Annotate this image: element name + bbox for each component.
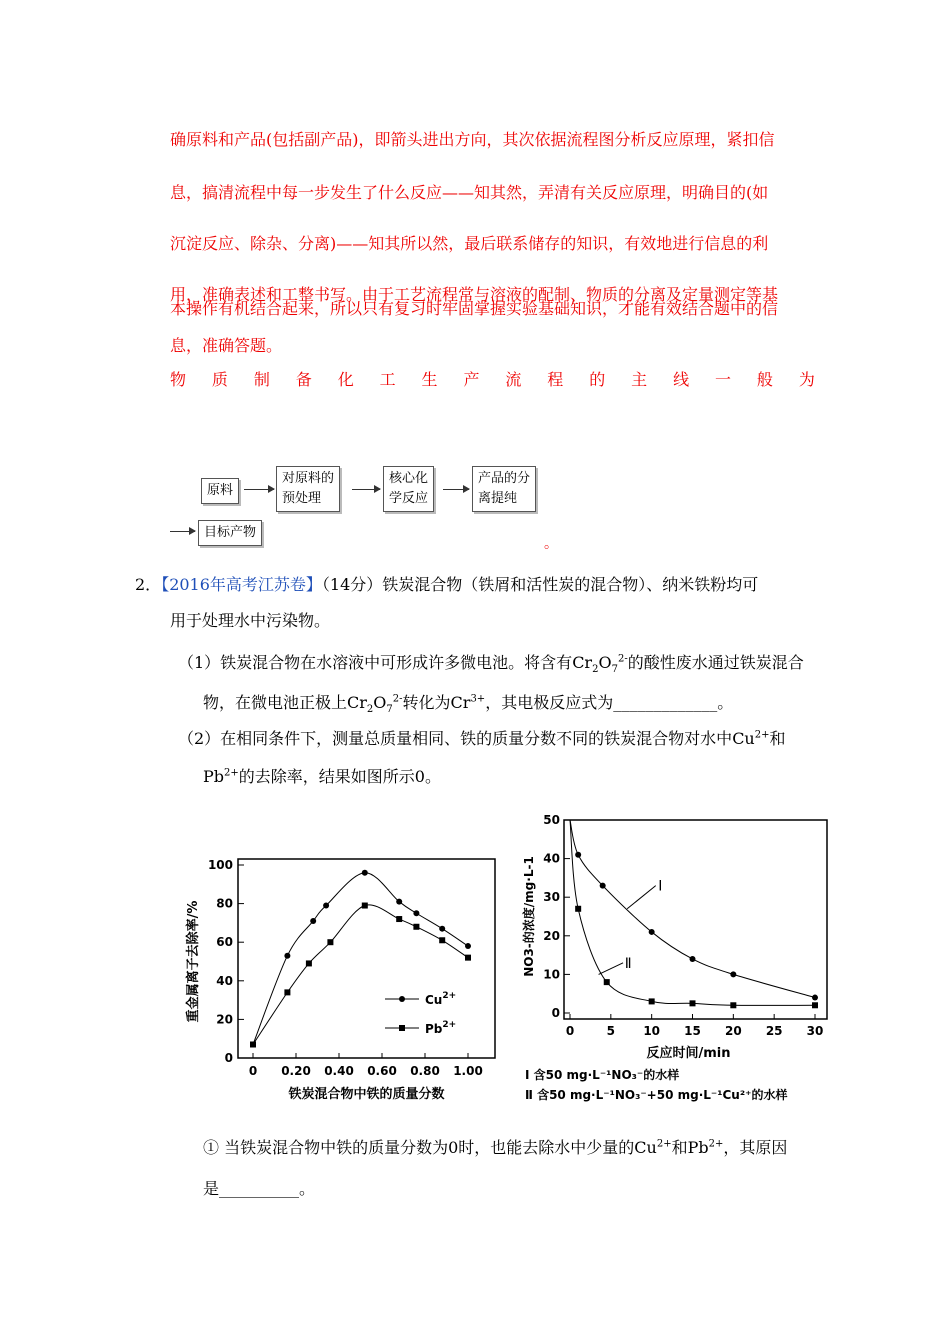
question-number: 2． bbox=[135, 575, 162, 594]
x-tick-label: 0.40 bbox=[324, 1064, 354, 1078]
data-point bbox=[284, 989, 290, 995]
x-tick-label: 30 bbox=[806, 1024, 824, 1038]
y-tick-label: 10 bbox=[543, 967, 560, 982]
data-point bbox=[250, 1041, 256, 1047]
legend-marker bbox=[399, 1025, 405, 1031]
mainline-char: 的 bbox=[589, 370, 606, 389]
x-tick-label: 25 bbox=[765, 1024, 783, 1038]
analysis-line: 沉淀反应、除杂、分离)——知其所以然，最后联系储存的知识，有效地进行信息的利 bbox=[170, 234, 769, 253]
mainline-char: 备 bbox=[295, 370, 312, 389]
data-point bbox=[575, 906, 581, 912]
mainline-sentence bbox=[170, 367, 815, 390]
data-point bbox=[690, 956, 696, 962]
question-intro-cont: 用于处理水中污染物。 bbox=[170, 611, 331, 630]
mainline-char: 产 bbox=[463, 370, 480, 389]
y-tick-label: 100 bbox=[207, 858, 233, 872]
sub-question-1: ① 当铁炭混合物中铁的质量分数为0时，也能去除水中少量的$Cu^{2+}$和$Pb^{2+}$，其原因 bbox=[203, 1138, 788, 1157]
flow-arrow bbox=[244, 489, 274, 490]
data-point bbox=[396, 899, 402, 905]
flow-box-target-product: 目标产物 bbox=[198, 520, 262, 546]
data-point bbox=[306, 960, 312, 966]
flow-end-mark: 。 bbox=[544, 536, 558, 552]
y-axis-label: 重金属离子去除率/% bbox=[186, 900, 201, 1023]
mainline-char: 主 bbox=[631, 370, 648, 389]
mainline-char: 制 bbox=[253, 370, 270, 389]
mainline-char: 工 bbox=[379, 370, 396, 389]
curve-label-leader bbox=[599, 963, 624, 975]
data-point bbox=[649, 929, 655, 935]
data-point bbox=[604, 979, 610, 985]
x-axis-label: 铁炭混合物中铁的质量分数 bbox=[288, 1087, 445, 1102]
data-point bbox=[812, 1002, 818, 1008]
flow-arrow bbox=[352, 489, 380, 490]
question-source: 【2016年高考江苏卷】 bbox=[161, 575, 322, 594]
y-axis-label: NO3-的浓度/mg·L-1 bbox=[522, 856, 536, 977]
analysis-line: 用，准确表述和工整书写。由于工艺流程常与溶液的配制、物质的分离及定量测定等基 bbox=[170, 285, 779, 304]
analysis-line: 本操作有机结合起来，所以只有复习时牢固掌握实验基础知识，才能有效结合题中的信 bbox=[170, 299, 779, 318]
mainline-char: 物 bbox=[170, 370, 187, 389]
analysis-line: 息，准确答题。 bbox=[170, 336, 283, 355]
x-tick-label: 20 bbox=[724, 1024, 742, 1038]
nitrate-concentration-chart bbox=[515, 808, 835, 1108]
data-point bbox=[327, 939, 333, 945]
x-tick-label: 0.60 bbox=[367, 1064, 397, 1078]
series-line bbox=[253, 873, 468, 1045]
data-point bbox=[600, 883, 606, 889]
x-tick-label: 0 bbox=[248, 1064, 258, 1078]
part-1-line2: 物，在微电池正极上$Cr_2O_7^{2-}$转化为$Cr^{3+}$，其电极反应式为_____________。 bbox=[203, 693, 734, 716]
part-1-line1: （1）铁炭混合物在水溶液中可形成许多微电池。将含有$Cr_2O_7^{2-}$的酸性废水通过铁炭混合 bbox=[178, 653, 804, 676]
y-tick-label: 80 bbox=[216, 896, 233, 911]
data-point bbox=[690, 1000, 696, 1006]
data-point bbox=[812, 995, 818, 1001]
x-tick-label: 10 bbox=[643, 1024, 661, 1038]
mainline-char: 线 bbox=[673, 370, 690, 389]
sub-question-1-cont: 是__________。 bbox=[203, 1179, 316, 1198]
mainline-char: 一 bbox=[714, 370, 731, 389]
x-tick-label: 1.00 bbox=[453, 1064, 483, 1078]
x-tick-label: 5 bbox=[606, 1024, 616, 1038]
y-tick-label: 20 bbox=[543, 928, 560, 943]
x-tick-label: 0.20 bbox=[281, 1064, 311, 1078]
removal-rate-chart bbox=[175, 850, 505, 1110]
flow-box-pretreatment: 对原料的 预处理 bbox=[276, 466, 340, 512]
flow-arrow bbox=[170, 531, 195, 532]
y-tick-label: 0 bbox=[551, 1006, 560, 1020]
data-point bbox=[413, 924, 419, 930]
dichromate-formula: $Cr_2O_7^{2-}$ bbox=[572, 653, 628, 676]
data-point bbox=[465, 943, 471, 949]
mainline-char: 质 bbox=[211, 370, 228, 389]
legend-label: $Cu^{2+}$ bbox=[425, 991, 457, 1007]
y-tick-label: 40 bbox=[543, 851, 560, 866]
plot-frame bbox=[564, 820, 827, 1019]
data-point bbox=[575, 852, 581, 858]
analysis-line: 息，搞清流程中每一步发生了什么反应——知其然，弄清有关反应原理，明确目的(如 bbox=[170, 183, 769, 202]
part-2-line1: （2）在相同条件下，测量总质量相同、铁的质量分数不同的铁炭混合物对水中$Cu^{2+}$和 bbox=[178, 729, 786, 748]
chart-note: Ⅱ 含50 mg·L⁻¹NO₃⁻+50 mg·L⁻¹Cu²⁺的水样 bbox=[525, 1088, 788, 1102]
curve-label: Ⅰ bbox=[658, 878, 663, 895]
data-point bbox=[362, 903, 368, 909]
x-tick-label: 0.80 bbox=[410, 1064, 440, 1078]
data-point bbox=[465, 955, 471, 961]
y-tick-label: 40 bbox=[216, 973, 233, 988]
flow-box-raw-material: 原料 bbox=[201, 478, 239, 504]
mainline-char: 化 bbox=[337, 370, 354, 389]
mainline-char: 为 bbox=[798, 370, 815, 389]
data-point bbox=[730, 971, 736, 977]
y-tick-label: 60 bbox=[216, 935, 233, 950]
legend-marker bbox=[399, 996, 405, 1002]
x-tick-label: 0 bbox=[565, 1024, 575, 1038]
curve-label-leader bbox=[627, 886, 656, 909]
data-point bbox=[730, 1002, 736, 1008]
x-tick-label: 15 bbox=[684, 1024, 701, 1038]
mainline-char: 流 bbox=[505, 370, 522, 389]
data-point bbox=[323, 903, 329, 909]
mainline-char: 程 bbox=[547, 370, 564, 389]
data-point bbox=[396, 916, 402, 922]
y-tick-label: 30 bbox=[543, 890, 560, 905]
plot-frame bbox=[238, 859, 495, 1058]
curve-label: Ⅱ bbox=[624, 955, 632, 972]
flow-box-separation: 产品的分 离提纯 bbox=[472, 466, 536, 512]
data-point bbox=[413, 910, 419, 916]
x-axis-label: 反应时间/min bbox=[646, 1046, 731, 1061]
data-point bbox=[649, 998, 655, 1004]
data-point bbox=[439, 926, 445, 932]
data-point bbox=[310, 918, 316, 924]
y-tick-label: 20 bbox=[216, 1012, 233, 1027]
flow-arrow bbox=[443, 489, 469, 490]
legend-label: $Pb^{2+}$ bbox=[425, 1020, 457, 1036]
data-point bbox=[439, 937, 445, 943]
mainline-char: 般 bbox=[756, 370, 773, 389]
mainline-char: 生 bbox=[421, 370, 438, 389]
part-2-line2: $Pb^{2+}$的去除率，结果如图所示0。 bbox=[203, 767, 441, 786]
data-point bbox=[362, 870, 368, 876]
flow-box-core-reaction: 核心化 学反应 bbox=[383, 466, 434, 512]
chart-note: Ⅰ 含50 mg·L⁻¹NO₃⁻的水样 bbox=[525, 1068, 680, 1082]
y-tick-label: 50 bbox=[543, 813, 560, 827]
question-intro: （14分）铁炭混合物（铁屑和活性炭的混合物）、纳米铁粉均可 bbox=[321, 575, 759, 594]
series-line bbox=[570, 820, 815, 1005]
y-tick-label: 0 bbox=[224, 1051, 233, 1065]
analysis-line: 确原料和产品(包括副产品)，即箭头进出方向，其次依据流程图分析反应原理，紧扣信 bbox=[170, 130, 775, 149]
data-point bbox=[284, 953, 290, 959]
